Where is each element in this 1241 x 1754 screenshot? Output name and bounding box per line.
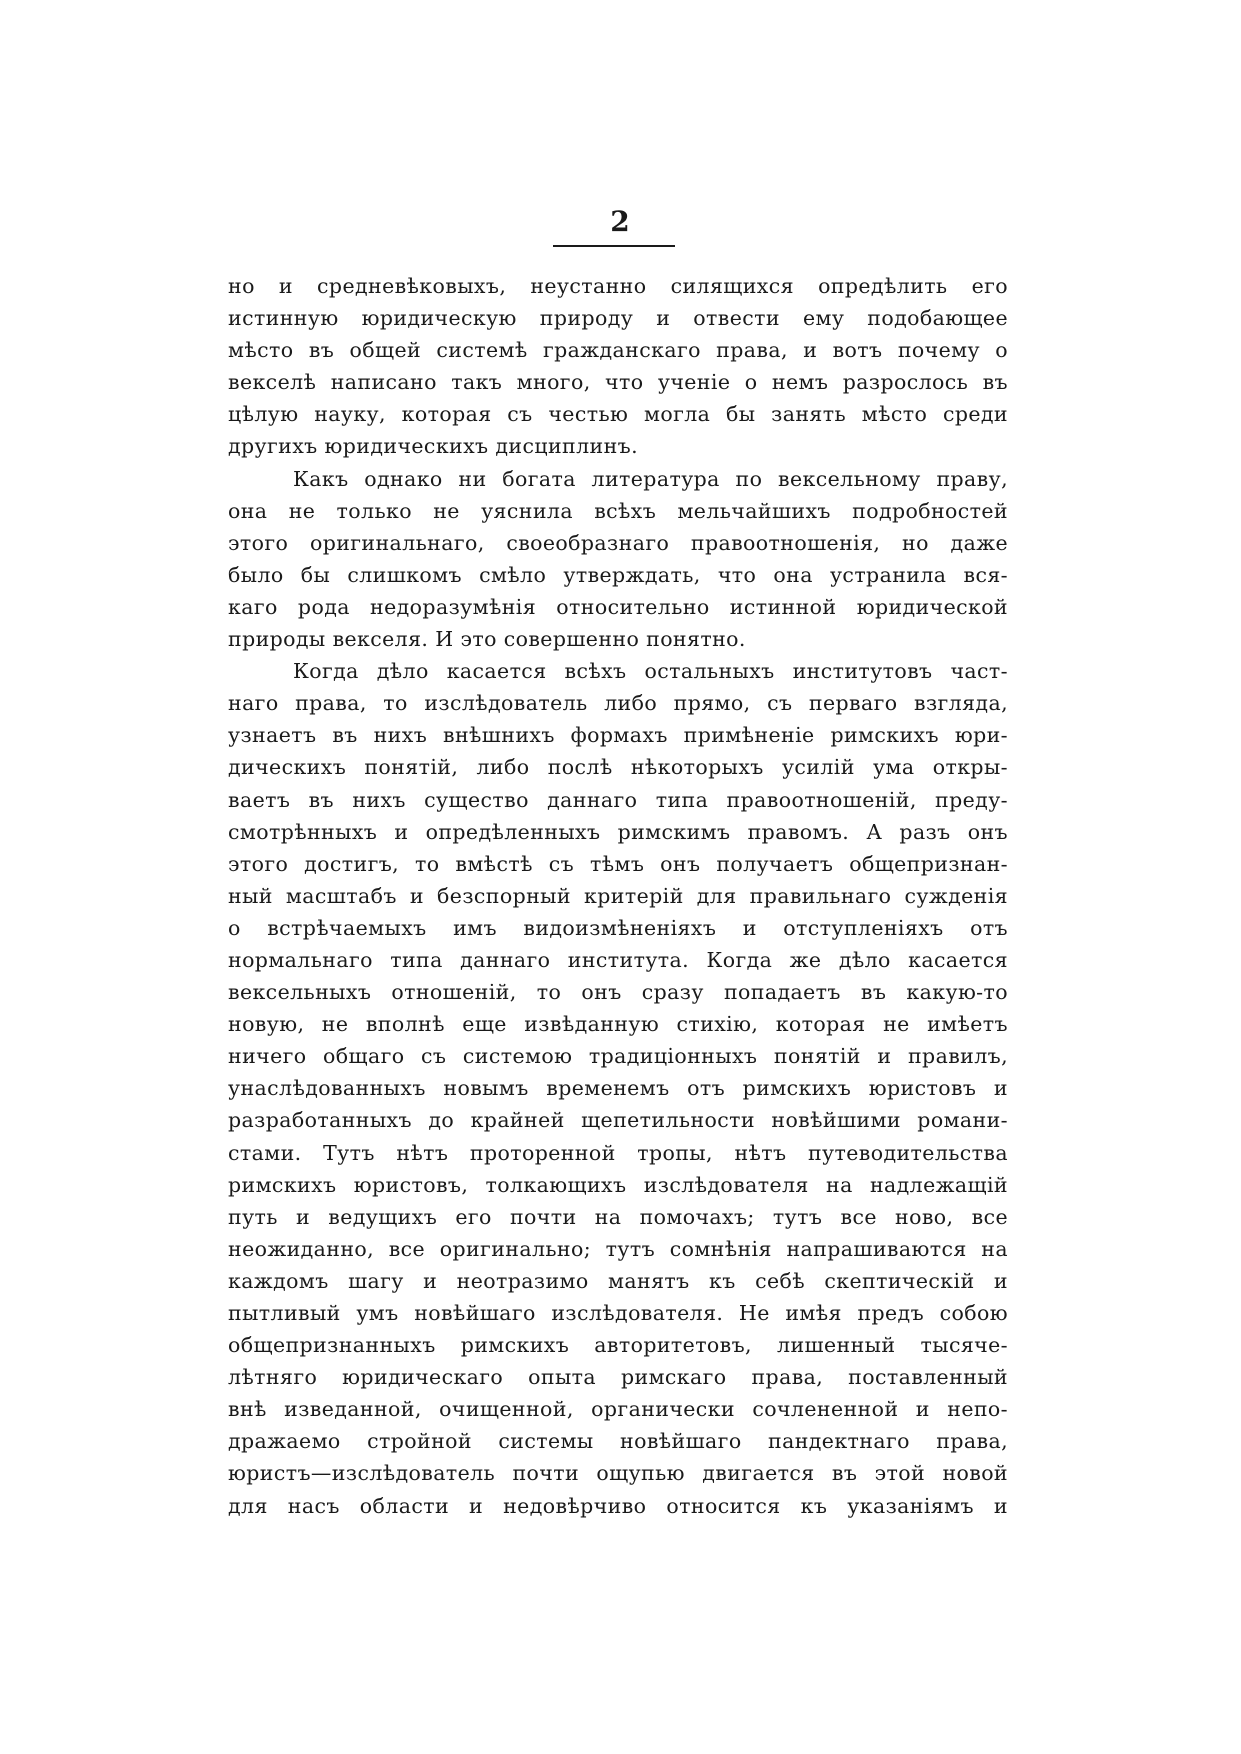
text-line: цѣлую науку, которая съ честью могла бы занять мѣсто среди (228, 402, 1008, 427)
text-line: смотрѣнныхъ и опредѣленныхъ римскимъ правомъ. А разъ онъ (228, 819, 1008, 844)
text-line: она не только не уяснила всѣхъ мельчайшихъ подробностей (228, 498, 1008, 523)
paragraph (228, 463, 1008, 656)
text-line: другихъ юридическихъ дисциплинъ. (228, 434, 638, 459)
text-line: ный масштабъ и безспорный критерій для правильнаго сужденія (228, 883, 1008, 908)
page-number-rule (553, 245, 675, 247)
paragraph (228, 270, 1008, 463)
text-line: ваетъ въ нихъ существо даннаго типа правоотношеній, преду- (228, 787, 1008, 812)
text-line: истинную юридическую природу и отвести ему подобающее (228, 306, 1008, 331)
text-line: но и средневѣковыхъ, неустанно силящихся опредѣлить его (228, 274, 1008, 298)
paragraph (228, 655, 1008, 1522)
text-line: для насъ области и недовѣрчиво относится къ указаніямъ и (228, 1493, 1008, 1518)
text-line: дическихъ понятій, либо послѣ нѣкоторыхъ усилій ума откры- (228, 755, 1008, 780)
text-line: каго рода недоразумѣнія относительно истинной юридической (228, 594, 1008, 619)
text-line: унаслѣдованныхъ новымъ временемъ отъ римскихъ юристовъ и (228, 1076, 1008, 1101)
text-line: ничего общаго съ системою традиціонныхъ понятій и правилъ, (228, 1044, 1008, 1069)
text-line: разработанныхъ до крайней щепетильности новѣйшими романи- (228, 1108, 1008, 1133)
text-line: стами. Тутъ нѣтъ проторенной тропы, нѣтъ путеводительства (228, 1140, 1008, 1165)
page-number: 2 (610, 205, 630, 238)
text-line: пытливый умъ новѣйшаго изслѣдователя. Не имѣя предъ собою (228, 1301, 1008, 1325)
text-line: вексельныхъ отношеній, то онъ сразу попадаетъ въ какую-то (228, 980, 1008, 1005)
text-line: было бы слишкомъ смѣло утверждать, что она устранила вся- (228, 562, 1008, 587)
text-line: этого достигъ, то вмѣстѣ съ тѣмъ онъ получаетъ общепризнан- (228, 851, 1008, 876)
text-line: Когда дѣло касается всѣхъ остальныхъ институтовъ част- (293, 659, 1008, 684)
text-line: новую, не вполнѣ еще извѣданную стихію, которая не имѣетъ (228, 1012, 1008, 1037)
text-line: векселѣ написано такъ много, что ученіе о немъ разрослось въ (228, 370, 1008, 395)
text-line: внѣ изведанной, очищенной, органически сочлененной и непо- (228, 1397, 1008, 1422)
text-line: дражаемо стройной системы новѣйшаго пандектнаго права, (228, 1429, 1008, 1454)
text-line: каждомъ шагу и неотразимо манятъ къ себѣ скептическій и (228, 1268, 1008, 1293)
text-line: лѣтняго юридическаго опыта римскаго права, поставленный (228, 1365, 1008, 1390)
text-line: Какъ однако ни богата литература по вексельному праву, (293, 466, 1008, 491)
text-line: общепризнанныхъ римскихъ авторитетовъ, лишенный тысяче- (228, 1333, 1008, 1358)
text-line: узнаетъ въ нихъ внѣшнихъ формахъ примѣненіе римскихъ юри- (228, 723, 1008, 748)
text-line: неожиданно, все оригинально; тутъ сомнѣнія напрашиваются на (228, 1236, 1008, 1261)
text-line: о встрѣчаемыхъ имъ видоизмѣненіяхъ и отступленіяхъ отъ (228, 915, 1008, 940)
text-line: наго права, то изслѣдователь либо прямо, съ перваго взгляда, (228, 691, 1008, 716)
text-line: этого оригинальнаго, своеобразнаго правоотношенія, но даже (228, 530, 1008, 555)
text-line: природы векселя. И это совершенно понятно. (228, 627, 746, 652)
body-text (228, 270, 1008, 1522)
text-line: юристъ—изслѣдователь почти ощупью двигается въ этой новой (228, 1461, 1008, 1486)
text-line: нормальнаго типа даннаго института. Когда же дѣло касается (228, 947, 1008, 972)
text-line: римскихъ юристовъ, толкающихъ изслѣдователя на надлежащій (228, 1172, 1008, 1197)
text-line: путь и ведущихъ его почти на помочахъ; тутъ все ново, все (228, 1204, 1008, 1229)
text-line: мѣсто въ общей системѣ гражданскаго права, и вотъ почему о (228, 338, 1008, 363)
